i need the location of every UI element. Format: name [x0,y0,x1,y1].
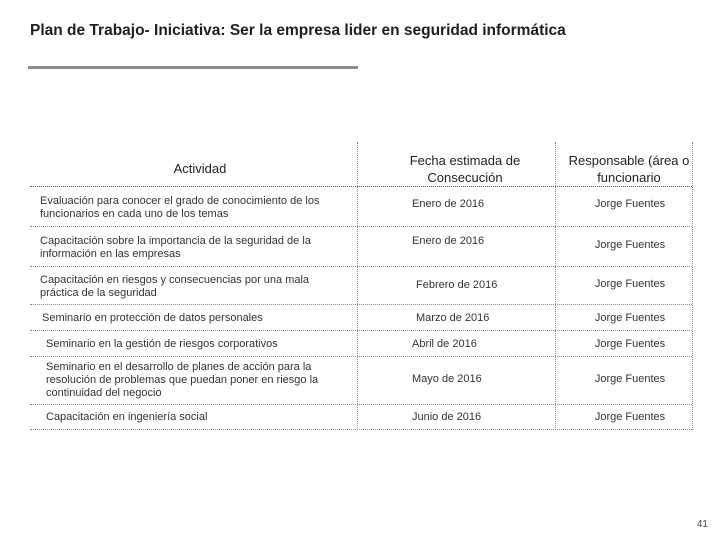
table-row-3-responsible: Jorge Fuentes [594,312,666,324]
row-separator [30,356,692,357]
table-row-5-activity: Seminario en el desarrollo de planes de acción para la resolución de problemas que puedan poner en riesgo la continuidad del negocio [46,361,319,399]
table-row-2-activity: Capacitación en riesgos y consecuencias por una mala práctica de la seguridad [40,274,310,299]
table-row-0-responsible: Jorge Fuentes [594,198,666,210]
title-underline [28,66,358,69]
table-row-0-date: Enero de 2016 [412,198,485,210]
table-row-5-date: Mayo de 2016 [412,373,482,385]
table-row-4-date: Abril de 2016 [412,338,477,350]
header-activity: Actividad [173,161,227,176]
row-separator [30,304,692,305]
row-separator [30,404,692,405]
row-separator [30,330,692,331]
page-number: 41 [696,519,708,530]
table-row-5-responsible: Jorge Fuentes [594,373,666,385]
table-row-1-responsible: Jorge Fuentes [594,239,666,251]
header-date: Fecha estimada de Consecución [409,153,521,185]
table-row-1-date: Enero de 2016 [412,235,485,247]
table-row-6-activity: Capacitación en ingeniería social [46,411,208,423]
table-row-6-responsible: Jorge Fuentes [594,411,666,423]
table-row-3-activity: Seminario en protección de datos personales [42,312,263,324]
table-row-2-responsible: Jorge Fuentes [594,278,666,290]
table-row-4-activity: Seminario en la gestión de riesgos corporativos [46,338,278,350]
slide-title: Plan de Trabajo- Iniciativa: Ser la empresa lider en seguridad informática [30,22,566,39]
row-separator [30,226,692,227]
table-row-3-date: Marzo de 2016 [416,312,490,324]
table-row-4-responsible: Jorge Fuentes [594,338,666,350]
table-row-0-activity: Evaluación para conocer el grado de conocimiento de los funcionarios en cada uno de los temas [40,195,320,220]
table-row-1-activity: Capacitación sobre la importancia de la seguridad de la información en las empresas [40,235,311,260]
table-row-2-date: Febrero de 2016 [416,279,498,291]
header-separator [30,186,692,187]
row-separator [30,266,692,267]
header-responsible: Responsable (área o funcionario [568,153,690,185]
row-separator [30,429,692,430]
table-row-6-date: Junio de 2016 [412,411,482,423]
